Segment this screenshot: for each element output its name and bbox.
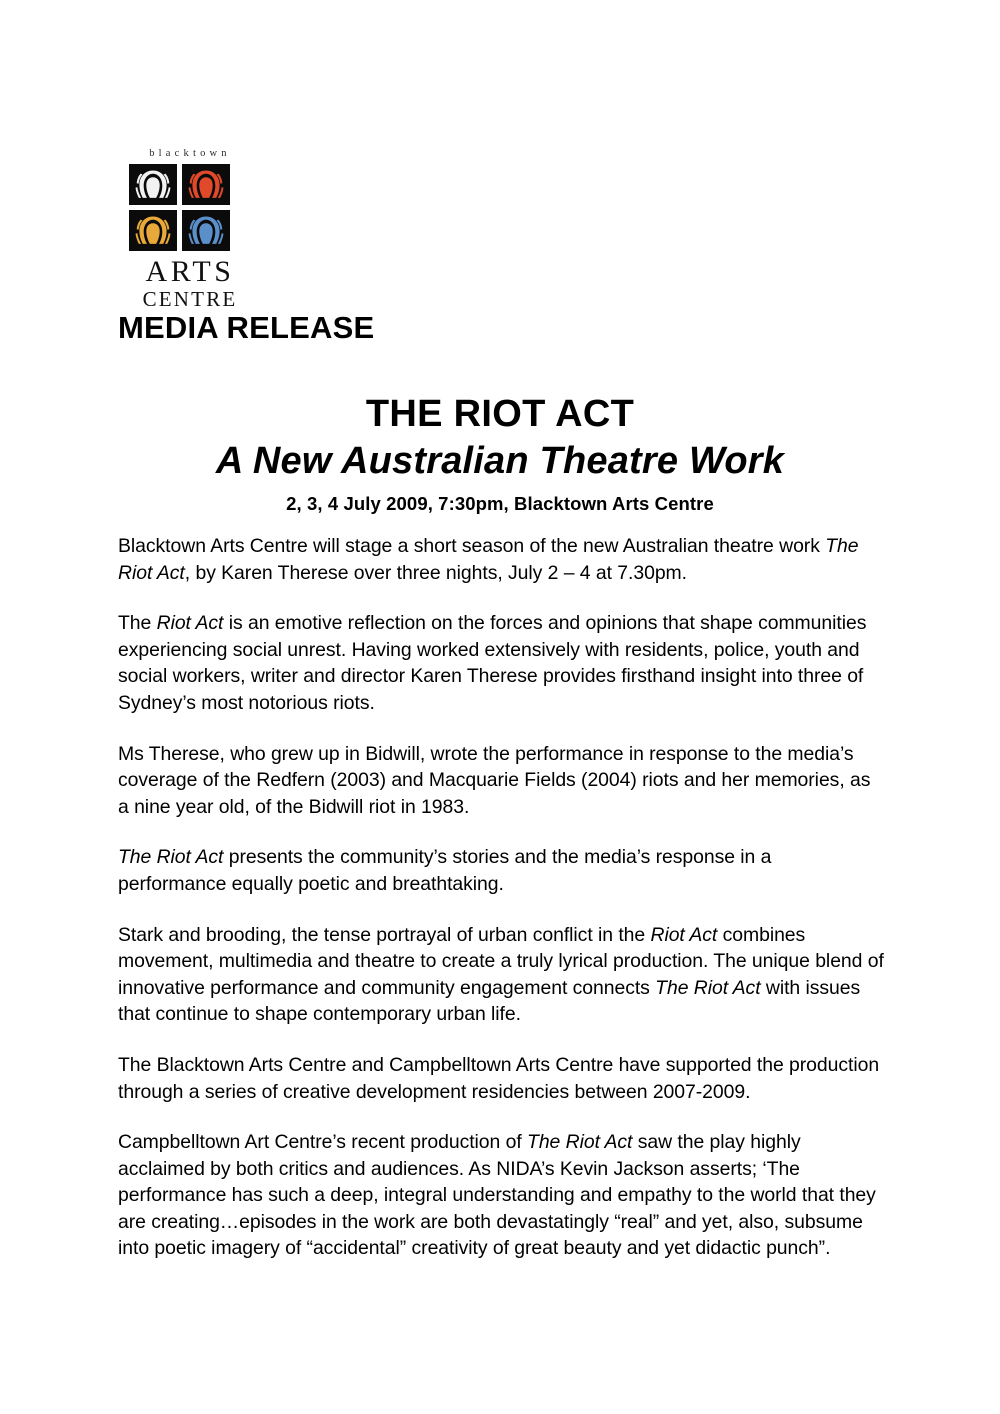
blacktown-arts-centre-logo xyxy=(122,148,254,311)
work-title-italic: Riot Act xyxy=(650,923,718,946)
logo-tile-blue xyxy=(182,210,230,251)
logo-text-arts: ARTS xyxy=(145,255,235,288)
paragraph-1 xyxy=(118,533,884,586)
work-title-italic: The Riot Act xyxy=(527,1131,633,1154)
page-title: THE RIOT ACT xyxy=(365,393,635,435)
paragraph-5-text-a: Stark and brooding, the tense portrayal of urban conflict in the xyxy=(118,923,651,946)
paragraph-7-text-a: Campbelltown Art Centre’s recent production of xyxy=(118,1131,528,1154)
media-release-heading: MEDIA RELEASE xyxy=(118,310,375,345)
page-subtitle: A New Australian Theatre Work xyxy=(215,439,785,482)
work-title-italic: Riot Act xyxy=(156,612,224,635)
logo-tile-red xyxy=(182,164,230,205)
logo-tile-gold xyxy=(129,210,177,251)
paragraph-4-text-a: presents the community’s stories and the media’s response in a performance equally poetic and breathtaking. xyxy=(118,846,772,895)
title-block xyxy=(118,392,882,515)
work-title-italic: The Riot Act xyxy=(118,846,224,869)
paragraph-7-text-b: saw the play highly acclaimed by both critics and audiences. As NIDA’s Kevin Jackson asserts; ‘The performance has such a deep, integral understanding and empathy to the world that they are creating…episodes in the work are both devastatingly “real” and yet, also, subsume into poetic imagery of “accidental” creativity of great beauty and yet didactic punch”. xyxy=(118,1131,876,1260)
paragraph-2 xyxy=(118,610,884,716)
body-copy xyxy=(118,533,884,1262)
event-dateline: 2, 3, 4 July 2009, 7:30pm, Blacktown Arts Centre xyxy=(286,493,714,515)
paragraph-6: The Blacktown Arts Centre and Campbelltown Arts Centre have supported the production through a series of creative development residencies between 2007-2009. xyxy=(118,1053,880,1103)
paragraph-1-text-b: , by Karen Therese over three nights, July 2 – 4 at 7.30pm. xyxy=(184,561,687,584)
paragraph-7 xyxy=(118,1129,884,1262)
logo-arts-centre-text xyxy=(126,257,254,311)
paragraph-5 xyxy=(118,922,884,1028)
logo-wordmark-blacktown: blacktown xyxy=(149,148,231,159)
logo-tile-grid xyxy=(129,164,230,251)
logo-tile-white xyxy=(129,164,177,205)
work-title-italic: The Riot Act xyxy=(118,535,859,584)
paragraph-2-text-a: The xyxy=(118,612,157,635)
paragraph-4 xyxy=(118,844,884,897)
logo-text-centre: CENTRE xyxy=(142,287,238,311)
paragraph-1-text-a: Blacktown Arts Centre will stage a short season of the new Australian theatre work xyxy=(118,535,826,557)
work-title-italic: The Riot Act xyxy=(655,976,761,999)
paragraph-3: Ms Therese, who grew up in Bidwill, wrote the performance in response to the media’s coverage of the Redfern (2003) and Macquarie Fields (2004) riots and her memories, as a nine year old, of the Bidwill riot in 1983. xyxy=(118,742,871,818)
paragraph-2-text-b: is an emotive reflection on the forces and opinions that shape communities experiencing social unrest. Having worked extensively with residents, police, youth and social workers, writer and director Karen Therese provides firsthand insight into three of Sydney’s most notorious riots. xyxy=(118,612,867,714)
paragraph-5-text-c: with issues that continue to shape contemporary urban life. xyxy=(118,976,861,1026)
paragraph-5-text-b: combines movement, multimedia and theatre to create a truly lyrical production. The unique blend of innovative performance and community engagement connects xyxy=(118,923,884,999)
